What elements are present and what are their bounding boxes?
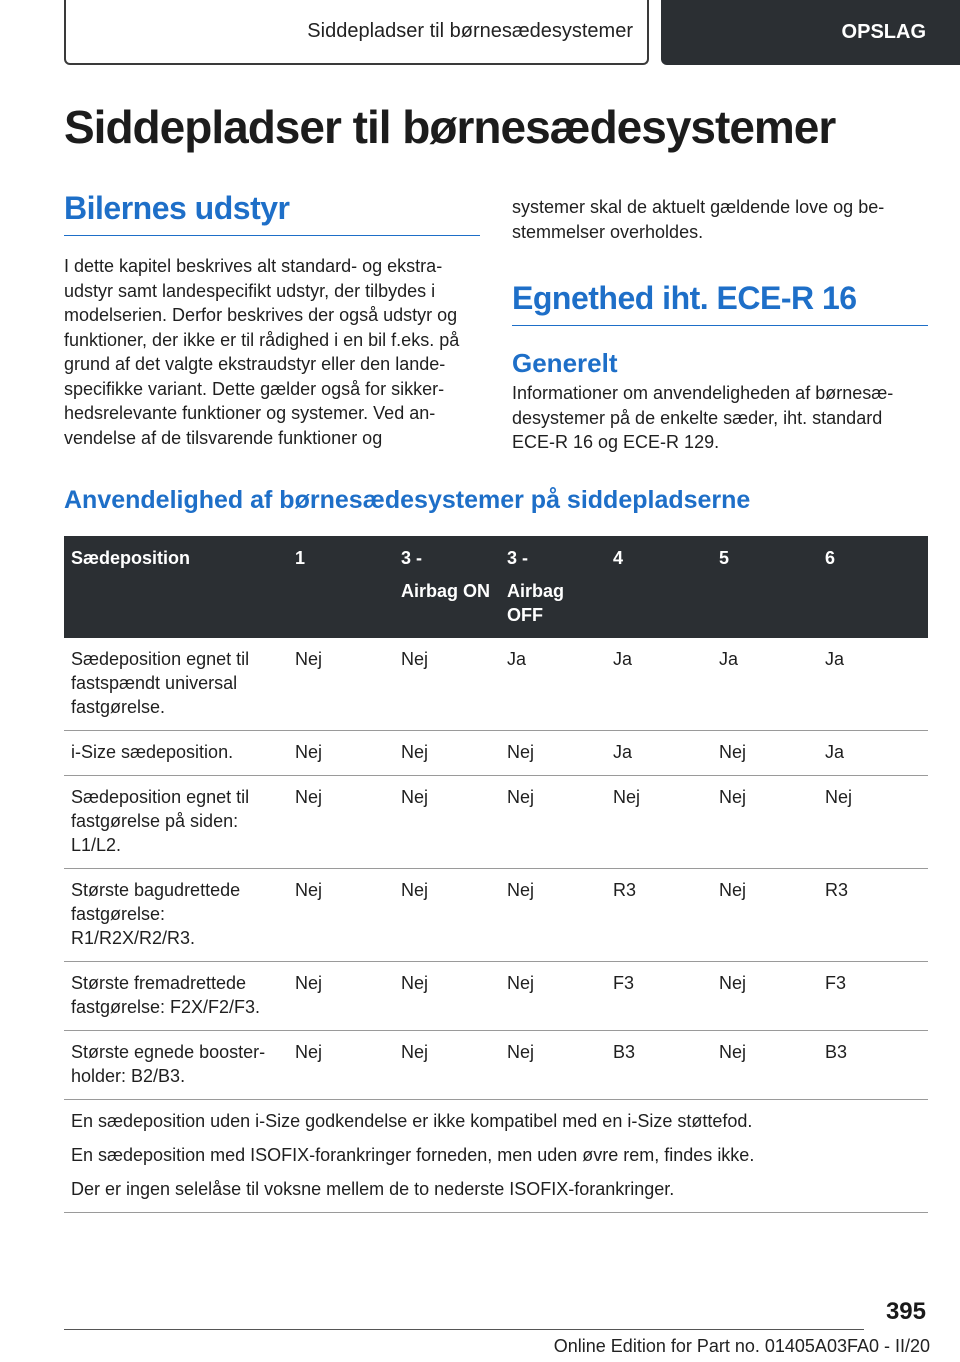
value-cell: R3 — [606, 869, 712, 962]
col-header: 6 — [818, 536, 928, 638]
col-header: 3 - Airbag ON — [394, 536, 500, 638]
table-body — [64, 638, 928, 1213]
footer-divider — [64, 1329, 864, 1330]
table-row — [64, 962, 928, 1031]
value-cell: Nej — [394, 869, 500, 962]
value-cell: Nej — [712, 776, 818, 869]
row-label-cell: Største bagudrettede fastgørelse: R1/R2X/R2/R3. — [64, 869, 288, 962]
value-cell: Nej — [394, 638, 500, 731]
value-cell: Nej — [500, 731, 606, 776]
table-note: En sædeposition med ISOFIX-forankringer forneden, men uden øvre rem, findes ikke. — [71, 1145, 755, 1165]
value-cell: Nej — [288, 776, 394, 869]
row-label-cell: i-Size sædeposition. — [64, 731, 288, 776]
value-cell: B3 — [818, 1031, 928, 1100]
value-cell: Nej — [500, 869, 606, 962]
table-row — [64, 776, 928, 869]
row-label-cell: Største egnede boosterholder: B2/B3. — [64, 1031, 288, 1100]
value-cell: Ja — [712, 638, 818, 731]
value-cell: Nej — [712, 869, 818, 962]
value-cell: Nej — [288, 869, 394, 962]
value-cell: Ja — [818, 638, 928, 731]
table-row — [64, 1031, 928, 1100]
value-cell: Nej — [288, 731, 394, 776]
col-header: 1 — [288, 536, 394, 638]
heading-egnethed: Egnethed iht. ECE-R 16 — [512, 280, 928, 326]
table-row — [64, 869, 928, 962]
heading-bilernes-udstyr: Bilernes udstyr — [64, 190, 480, 236]
table-section-heading: Anvendelighed af børnesædesystemer på siddepladserne — [64, 486, 751, 514]
value-cell: Nej — [712, 1031, 818, 1100]
value-cell: Nej — [712, 962, 818, 1031]
equipment-paragraph: I dette kapitel beskrives alt standard- og ekstraudstyr samt landespecifikt udstyr, der tilbydes i modelserien. Derfor beskrives der også udstyr og funktioner, der ikke er til rådighed i en bil f.eks. på grund af det valgte ekstraudstyr eller den landespecifikke variant. Dette gælder også for sikkerhedsrelevante funktioner og systemer. Ved anvendelse af de tilsvarende funktioner og — [64, 256, 460, 448]
subheading-generelt: Generelt — [512, 348, 618, 378]
general-paragraph: Informationer om anvendeligheden af børnesædesystemer på de enkelte sæder, iht. standard ECE-R 16 og ECE-R 129. — [512, 383, 894, 452]
value-cell: Nej — [394, 776, 500, 869]
value-cell: Nej — [394, 731, 500, 776]
col-header: 5 — [712, 536, 818, 638]
value-cell: R3 — [818, 869, 928, 962]
page-number: 395 — [885, 1298, 926, 1325]
chapter-header-tab — [64, 0, 649, 65]
value-cell: Nej — [606, 776, 712, 869]
continuation-paragraph: systemer skal de aktuelt gældende love og bestemmelser overholdes. — [512, 197, 885, 242]
value-cell: F3 — [606, 962, 712, 1031]
value-cell: Nej — [500, 776, 606, 869]
table-row — [64, 638, 928, 731]
table-note: En sædeposition uden i-Size godkendelse er ikke kompatibel med en i-Size støttefod. — [71, 1111, 753, 1131]
compatibility-table — [64, 536, 928, 1213]
notes-cell — [64, 1100, 928, 1213]
chapter-header-title: Siddepladser til børnesædesystemer — [307, 20, 633, 42]
section-badge-label: OPSLAG — [841, 21, 926, 43]
row-label-cell: Største fremadrettede fastgørelse: F2X/F2/F3. — [64, 962, 288, 1031]
value-cell: Nej — [712, 731, 818, 776]
footer-edition: Online Edition for Part no. 01405A03FA0 - II/20 — [553, 1336, 930, 1356]
value-cell: B3 — [606, 1031, 712, 1100]
col-header: 3 - Airbag OFF — [500, 536, 606, 638]
value-cell: Nej — [500, 962, 606, 1031]
left-column — [64, 190, 480, 450]
value-cell: Nej — [394, 1031, 500, 1100]
table-header-row — [64, 536, 928, 638]
row-label-cell: Sædeposition egnet til fastspændt universal fastgørelse. — [64, 638, 288, 731]
right-column — [512, 195, 928, 455]
value-cell: Nej — [500, 1031, 606, 1100]
value-cell: Ja — [606, 638, 712, 731]
value-cell: F3 — [818, 962, 928, 1031]
value-cell: Nej — [288, 638, 394, 731]
value-cell: Nej — [288, 1031, 394, 1100]
page-title: Siddepladser til børnesædesystemer — [64, 101, 836, 153]
value-cell: Ja — [500, 638, 606, 731]
col-header: 4 — [606, 536, 712, 638]
value-cell: Ja — [606, 731, 712, 776]
value-cell: Nej — [394, 962, 500, 1031]
value-cell: Ja — [818, 731, 928, 776]
value-cell: Nej — [818, 776, 928, 869]
col-header: Sædeposition — [64, 536, 288, 638]
table-row — [64, 731, 928, 776]
table-notes-row — [64, 1100, 928, 1213]
section-badge — [661, 0, 960, 65]
value-cell: Nej — [288, 962, 394, 1031]
table-note: Der er ingen selelåse til voksne mellem de to nederste ISOFIX-forankringer. — [71, 1179, 675, 1199]
row-label-cell: Sædeposition egnet til fastgørelse på siden: L1/L2. — [64, 776, 288, 869]
